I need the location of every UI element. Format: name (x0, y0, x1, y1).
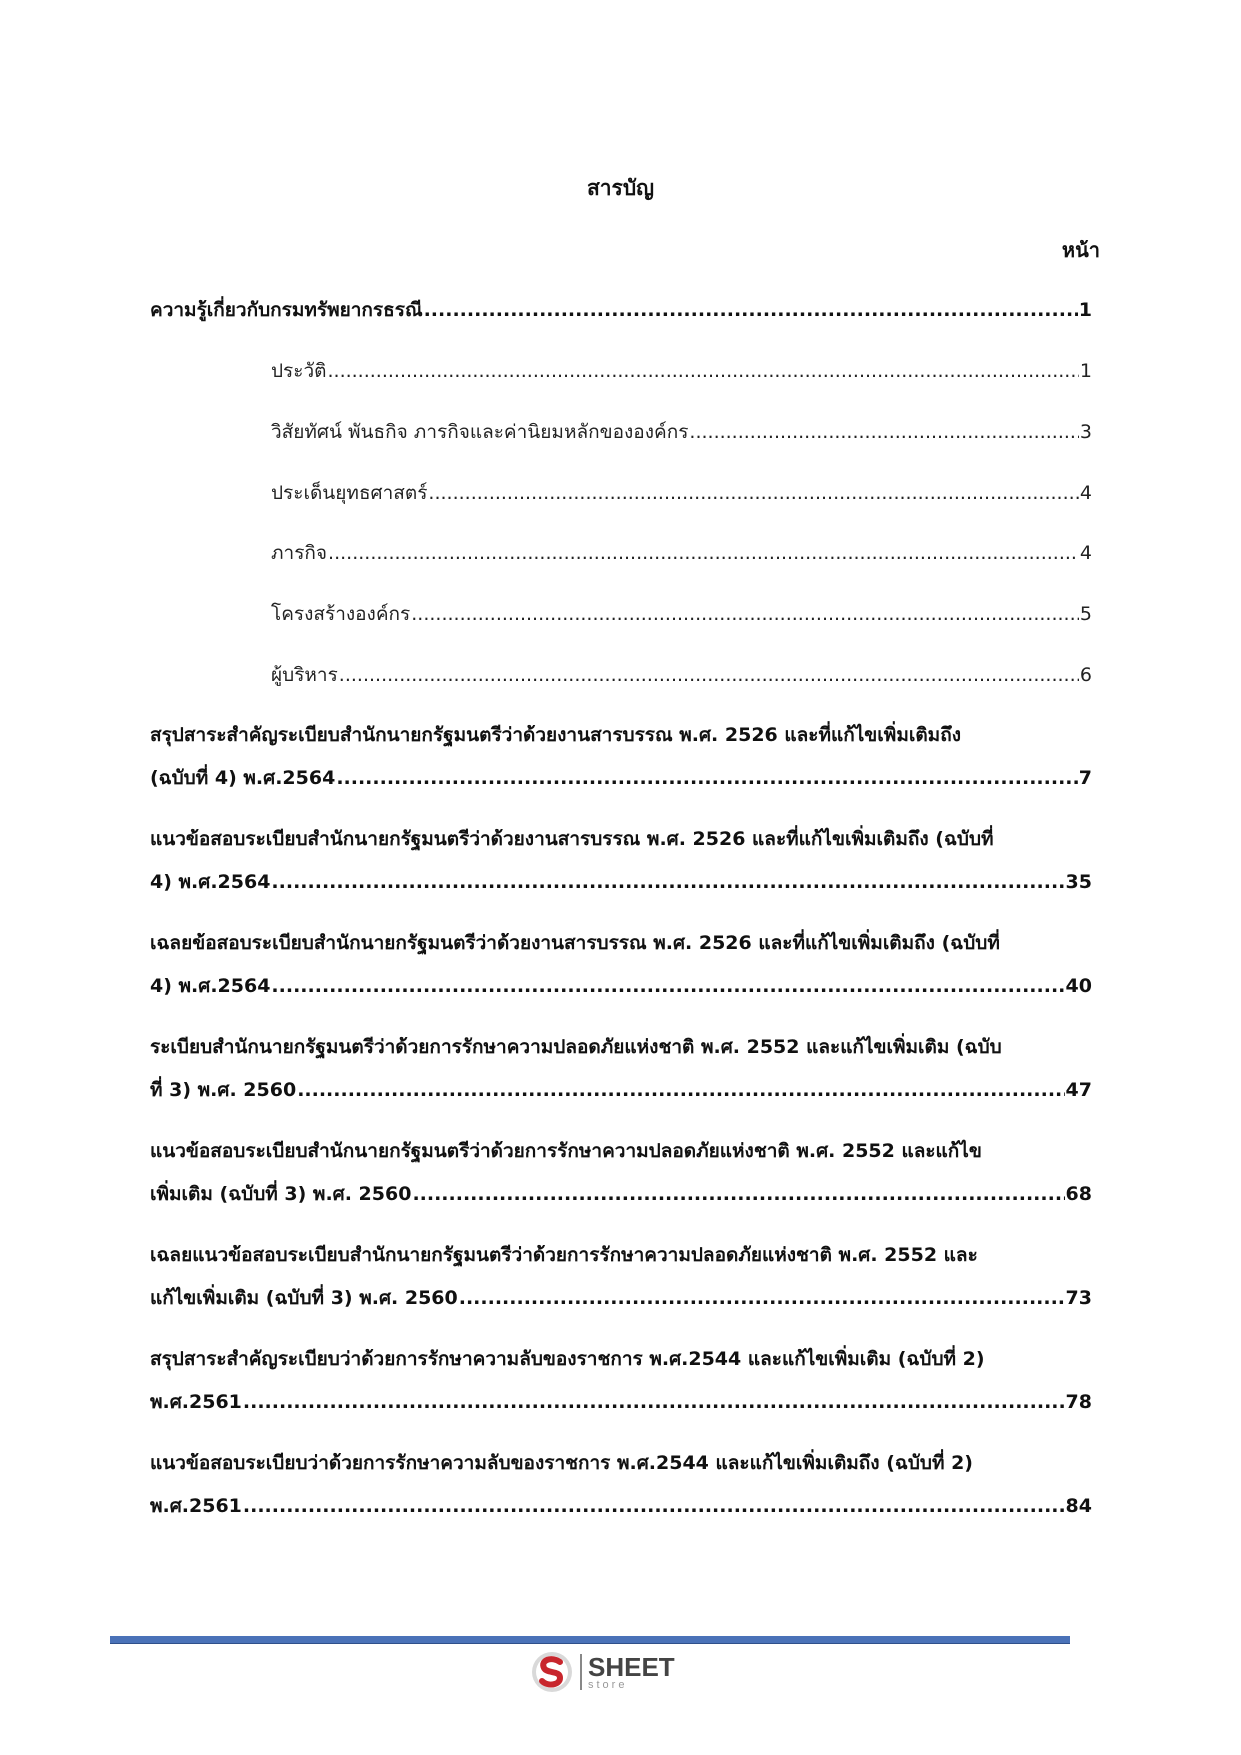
toc-entry-line2 (150, 1075, 1092, 1105)
toc-subentry[interactable] (271, 538, 1092, 568)
dot-leader (271, 975, 1064, 997)
toc-entry-text: แก้ไขเพิ่มเติม (ฉบับที่ 3) พ.ศ. 2560 (150, 1287, 458, 1309)
toc-entry-text: (ฉบับที่ 4) พ.ศ.2564 (150, 767, 336, 789)
toc-subentry-page: 1 (1079, 360, 1092, 382)
toc-entry-page: 73 (1065, 1287, 1092, 1309)
logo-text (588, 1651, 675, 1691)
toc-entry-line2 (150, 971, 1092, 1001)
toc-entry-text: ความรู้เกี่ยวกับกรมทรัพยากรธรณี (150, 299, 423, 321)
toc-entry-text: พ.ศ.2561 (150, 1495, 242, 1517)
toc-entry-text: เพิ่มเติม (ฉบับที่ 3) พ.ศ. 2560 (150, 1183, 412, 1205)
toc-entry-page: 84 (1065, 1495, 1092, 1517)
toc-entry-page: 40 (1065, 975, 1092, 997)
logo-sub-text: store (588, 1678, 628, 1691)
toc-subentry-page: 5 (1079, 603, 1092, 625)
toc-entry-line1: ระเบียบสำนักนายกรัฐมนตรีว่าด้วยการรักษาความปลอดภัยแห่งชาติ พ.ศ. 2552 และแก้ไขเพิ่มเติม (ฉบับ (150, 1036, 1002, 1058)
toc-subentry[interactable] (271, 660, 1092, 690)
toc-subentry[interactable] (271, 417, 1092, 447)
toc-entry-page: 35 (1065, 871, 1092, 893)
dot-leader (412, 1183, 1064, 1205)
toc-subentry[interactable] (271, 599, 1092, 629)
dot-leader (689, 421, 1079, 443)
toc-entry-page: 7 (1078, 767, 1092, 789)
footer-bar (110, 1636, 1070, 1644)
toc-subentry[interactable] (271, 356, 1092, 386)
dot-leader (428, 482, 1078, 504)
logo-divider (580, 1654, 582, 1690)
toc-entry-line1: แนวข้อสอบระเบียบสำนักนายกรัฐมนตรีว่าด้วยการรักษาความปลอดภัยแห่งชาติ พ.ศ. 2552 และแก้ไข (150, 1140, 982, 1162)
toc-entry-line2 (150, 1387, 1092, 1417)
dot-leader (328, 542, 1079, 564)
toc-subentry-text: วิสัยทัศน์ พันธกิจ ภารกิจและค่านิยมหลักขององค์กร (271, 421, 689, 443)
dot-leader (424, 299, 1078, 321)
toc-entry-text: พ.ศ.2561 (150, 1391, 242, 1413)
sheet-store-logo (530, 1650, 675, 1694)
dot-leader (243, 1495, 1065, 1517)
logo-main-text: SHEET (588, 1651, 675, 1682)
dot-leader (411, 603, 1079, 625)
logo-mark-icon (530, 1650, 574, 1694)
toc-entry-line2 (150, 1179, 1092, 1209)
toc-subentry-text: ผู้บริหาร (271, 664, 338, 686)
toc-subentry-page: 4 (1079, 542, 1092, 564)
toc-entry-line2 (150, 867, 1092, 897)
toc-entry-page: 78 (1065, 1391, 1092, 1413)
toc-entry-page: 1 (1078, 299, 1092, 321)
dot-leader (339, 664, 1079, 686)
toc-entry-line2 (150, 1491, 1092, 1521)
toc-subentry-text: ประวัติ (271, 360, 327, 382)
dot-leader (327, 360, 1078, 382)
toc-entry-main[interactable] (150, 295, 1092, 325)
dot-leader (271, 871, 1064, 893)
toc-title: สารบัญ (586, 176, 655, 200)
page-column-header: หน้า (1061, 238, 1100, 262)
toc-entry-line1: เฉลยข้อสอบระเบียบสำนักนายกรัฐมนตรีว่าด้วยงานสารบรรณ พ.ศ. 2526 และที่แก้ไขเพิ่มเติมถึง (ฉบับที่ (150, 932, 1000, 954)
toc-subentry-text: ประเด็นยุทธศาสตร์ (271, 482, 428, 504)
toc-entry-line2 (150, 763, 1092, 793)
toc-subentry-text: ภารกิจ (271, 542, 328, 564)
dot-leader (459, 1287, 1065, 1309)
toc-entry-page: 68 (1065, 1183, 1092, 1205)
toc-entry-page: 47 (1065, 1079, 1092, 1101)
toc-entry-text: 4) พ.ศ.2564 (150, 871, 271, 893)
toc-entry-line1: สรุปสาระสำคัญระเบียบว่าด้วยการรักษาความลับของราชการ พ.ศ.2544 และแก้ไขเพิ่มเติม (ฉบับที่ 2) (150, 1348, 985, 1370)
toc-entry-text: 4) พ.ศ.2564 (150, 975, 271, 997)
toc-subentry-page: 6 (1079, 664, 1092, 686)
toc-subentry-page: 3 (1079, 421, 1092, 443)
dot-leader (297, 1079, 1064, 1101)
dot-leader (336, 767, 1077, 789)
toc-entry-line1: เฉลยแนวข้อสอบระเบียบสำนักนายกรัฐมนตรีว่าด้วยการรักษาความปลอดภัยแห่งชาติ พ.ศ. 2552 และ (150, 1244, 978, 1266)
toc-entry-text: ที่ 3) พ.ศ. 2560 (150, 1079, 297, 1101)
toc-subentry[interactable] (271, 478, 1092, 508)
toc-subentry-page: 4 (1079, 482, 1092, 504)
toc-entry-line1: แนวข้อสอบระเบียบสำนักนายกรัฐมนตรีว่าด้วยงานสารบรรณ พ.ศ. 2526 และที่แก้ไขเพิ่มเติมถึง (ฉบับที่ (150, 828, 994, 850)
toc-entry-line2 (150, 1283, 1092, 1313)
toc-entry-line1: แนวข้อสอบระเบียบว่าด้วยการรักษาความลับของราชการ พ.ศ.2544 และแก้ไขเพิ่มเติมถึง (ฉบับที่ 2) (150, 1452, 973, 1474)
toc-entry-line1: สรุปสาระสำคัญระเบียบสำนักนายกรัฐมนตรีว่าด้วยงานสารบรรณ พ.ศ. 2526 และที่แก้ไขเพิ่มเติมถึง (150, 724, 961, 746)
toc-subentry-text: โครงสร้างองค์กร (271, 603, 411, 625)
dot-leader (243, 1391, 1065, 1413)
